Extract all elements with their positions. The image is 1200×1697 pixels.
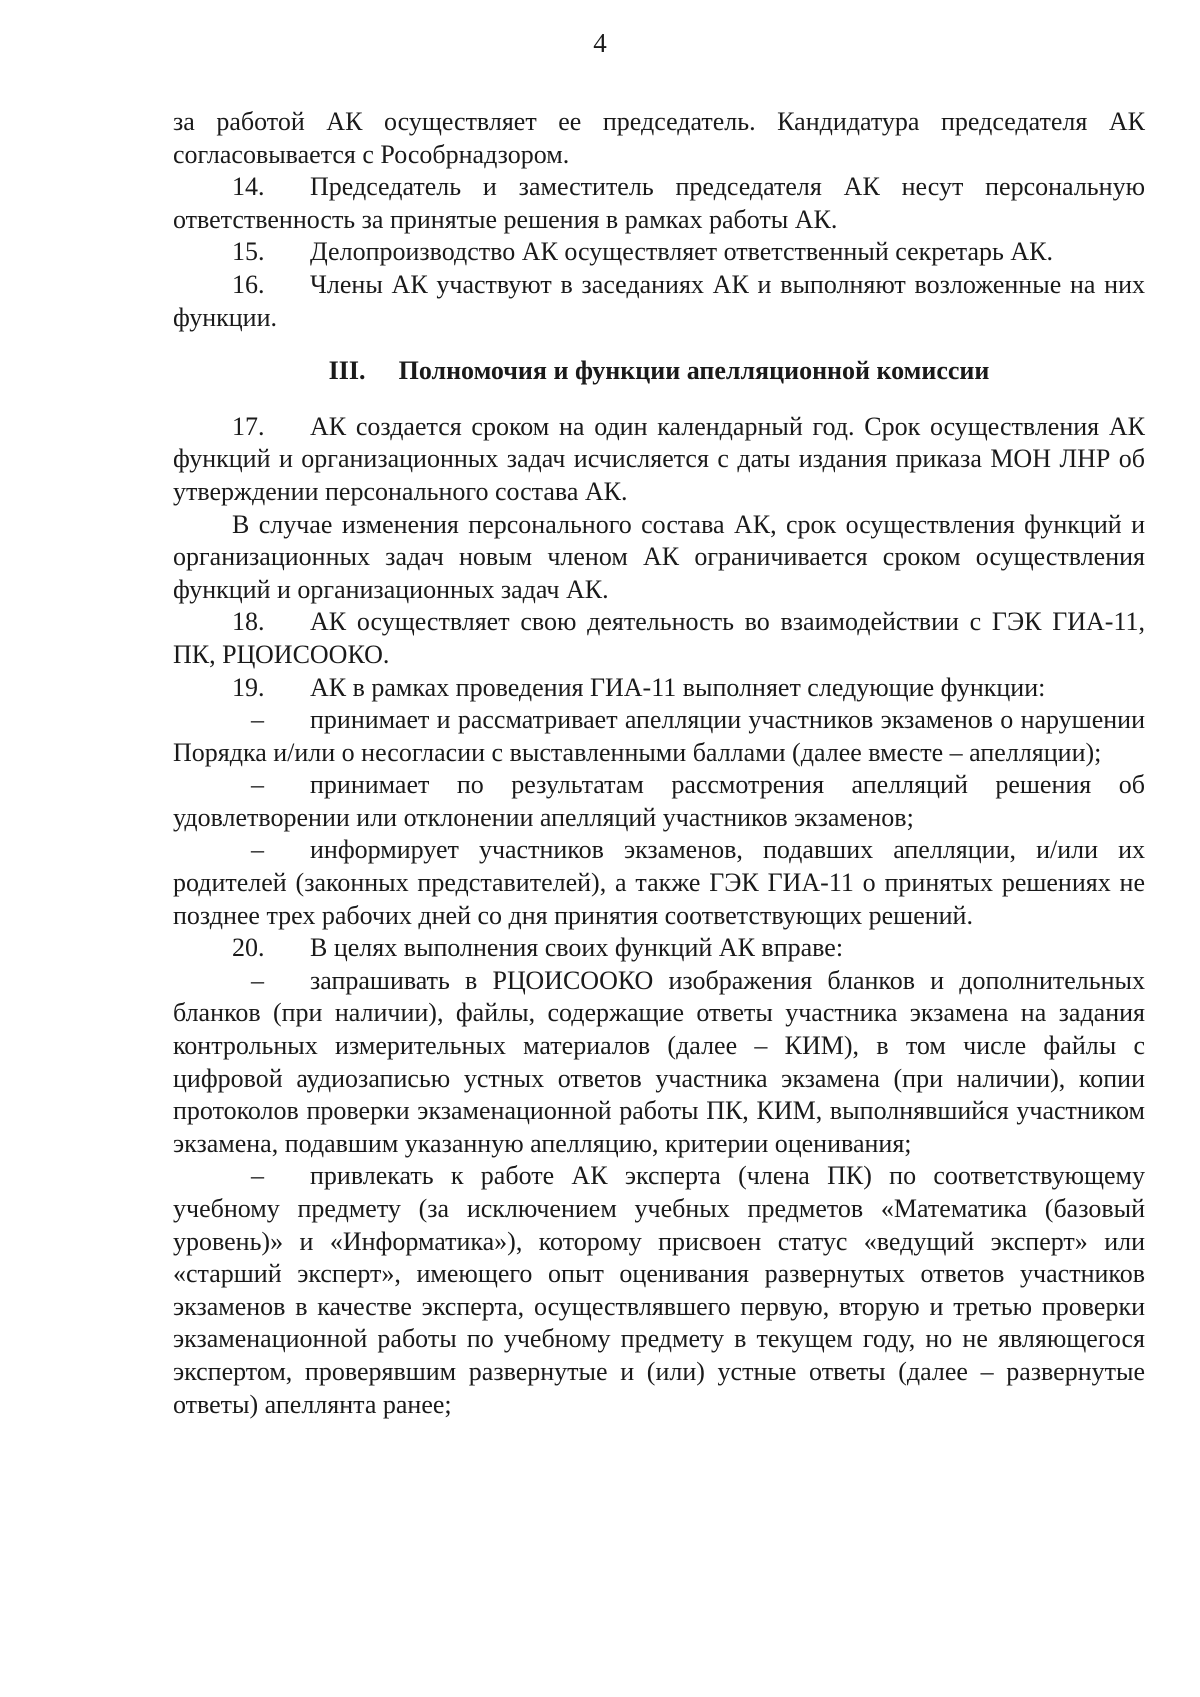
paragraph-text: информирует участников экзаменов, подавших апелляции, и/или их родителей (законных представителей), а также ГЭК ГИА-11 о принятых решениях не позднее трех рабочих дней со дня принятия соответствующих решений. — [173, 835, 1145, 930]
paragraph-number: 16. — [232, 269, 265, 299]
page-number: 4 — [593, 28, 607, 58]
list-item — [173, 704, 1145, 769]
list-dash: – — [251, 1161, 264, 1191]
paragraph-text: Члены АК участвуют в заседаниях АК и выполняют возложенные на них функции. — [173, 269, 1145, 332]
paragraphs-before-section — [173, 106, 1145, 334]
paragraphs-after-section — [173, 411, 1145, 1421]
list-dash: – — [251, 770, 264, 800]
paragraph-number: 20. — [232, 933, 265, 963]
list-item — [173, 834, 1145, 932]
section-number: III. — [328, 356, 366, 386]
section-title: Полномочия и функции апелляционной комиссии — [398, 356, 990, 386]
paragraph-text: АК создается сроком на один календарный год. Срок осуществления АК функций и организационных задач исчисляется с даты издания приказа МОН ЛНР об утверждении персонального состава АК. — [173, 411, 1145, 506]
list-dash: – — [251, 965, 264, 995]
numbered-paragraph — [173, 411, 1145, 509]
list-item — [173, 965, 1145, 1161]
paragraph-text: принимает и рассматривает апелляции участников экзаменов о нарушении Порядка и/или о несогласии с выставленными баллами (далее вместе – апелляции); — [173, 705, 1145, 767]
paragraph-text: за работой АК осуществляет ее председатель. Кандидатура председателя АК согласовывается с Рособрнадзором. — [173, 107, 1145, 169]
numbered-paragraph — [173, 269, 1145, 334]
paragraph-text: АК в рамках проведения ГИА-11 выполняет следующие функции: — [310, 672, 1046, 702]
paragraph-text: Председатель и заместитель председателя АК несут персональную ответственность за принятые решения в рамках работы АК. — [173, 172, 1145, 234]
numbered-paragraph — [173, 236, 1145, 269]
paragraph-number: 17. — [232, 411, 265, 441]
numbered-paragraph — [173, 672, 1145, 705]
paragraph-text: В случае изменения персонального состава АК, срок осуществления функций и организационных задач новым членом АК ограничивается сроком осуществления функций и организационных задач АК. — [173, 509, 1145, 604]
numbered-paragraph — [173, 606, 1145, 671]
paragraph-number: 14. — [232, 172, 265, 202]
paragraph-text: запрашивать в РЦОИСООКО изображения бланков и дополнительных бланков (при наличии), файлы, содержащие ответы участника экзамена на задания контрольных измерительных материалов (далее – КИМ), в том числе файлы с цифровой аудиозаписью устных ответов участника экзамена (при наличии), копии протоколов проверки экзаменационной работы ПК, КИМ, выполнявшийся участником экзамена, подавшим указанную апелляцию, критерии оценивания; — [173, 965, 1145, 1158]
list-dash: – — [251, 835, 264, 865]
paragraph-text: Делопроизводство АК осуществляет ответственный секретарь АК. — [310, 237, 1053, 267]
paragraph-text: привлекать к работе АК эксперта (члена ПК) по соответствующему учебному предмету (за исключением учебных предметов «Математика (базовый уровень)» и «Информатика»), которому присвоен статус «ведущий эксперт» или «старший эксперт», имеющего опыт оценивания развернутых ответов участников экзаменов в качестве эксперта, осуществлявшего первую, вторую и третью проверки экзаменационной работы по учебному предмету в текущем году, но не являющегося экспертом, проверявшим развернутые и (или) устные ответы (далее – развернутые ответы) апеллянта ранее; — [173, 1161, 1145, 1419]
paragraph-number: 18. — [232, 607, 265, 637]
document-body — [173, 106, 1145, 1421]
paragraph-text: АК осуществляет свою деятельность во взаимодействии с ГЭК ГИА-11, ПК, РЦОИСООКО. — [173, 607, 1145, 669]
list-dash: – — [251, 705, 264, 735]
paragraph — [173, 106, 1145, 171]
list-item — [173, 1160, 1145, 1421]
numbered-paragraph — [173, 932, 1145, 965]
list-item — [173, 769, 1145, 834]
paragraph-number: 19. — [232, 672, 265, 702]
paragraph-number: 15. — [232, 237, 265, 267]
paragraph-text: принимает по результатам рассмотрения апелляций решения об удовлетворении или отклонении апелляций участников экзаменов; — [173, 770, 1145, 832]
paragraph-text: В целях выполнения своих функций АК вправе: — [310, 933, 844, 963]
section-heading — [173, 355, 1145, 388]
numbered-paragraph — [173, 171, 1145, 236]
paragraph — [173, 509, 1145, 607]
